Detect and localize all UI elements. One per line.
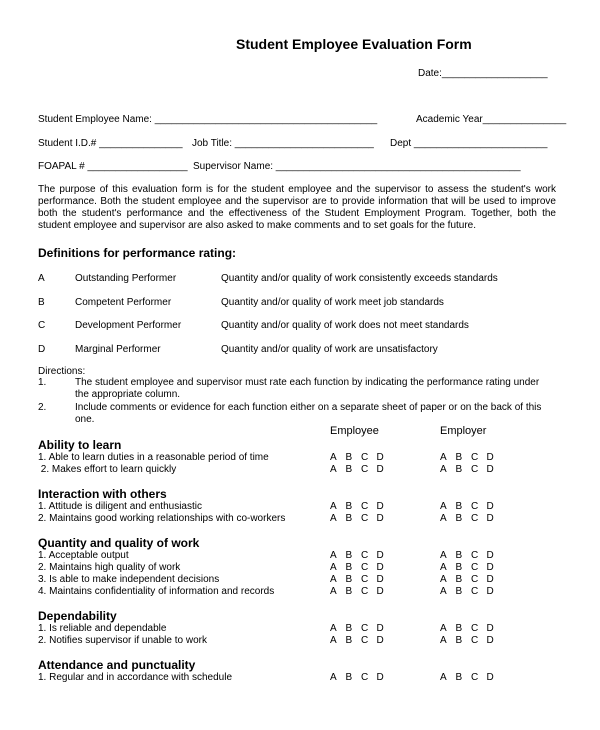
criterion-label: 2. Maintains good working relationships with co-workers [38,513,286,524]
employer-rating-a[interactable]: A [440,635,447,646]
employee-rating-a[interactable]: A [330,672,337,683]
criterion-label: 2. Notifies supervisor if unable to work [38,635,207,646]
employer-rating-b[interactable]: B [455,586,463,597]
employee-rating-c[interactable]: C [361,623,369,634]
employee-rating-d[interactable]: D [376,586,384,597]
employer-rating-a[interactable]: A [440,623,447,634]
employee-rating-d[interactable]: D [376,452,384,463]
section-heading: Attendance and punctuality [38,658,196,672]
employer-rating-d[interactable]: D [486,513,494,524]
section-heading: Dependability [38,609,117,623]
section-heading: Interaction with others [38,487,167,501]
criterion-label: 3. Is able to make independent decisions [38,574,220,585]
student-id-field: Student I.D.# _______________ [38,138,183,149]
employee-rating-c[interactable]: C [361,513,369,524]
employer-rating-a[interactable]: A [440,672,447,683]
employer-rating-a[interactable]: A [440,464,447,475]
employee-rating-d[interactable]: D [376,623,384,634]
employer-rating-c[interactable]: C [471,635,479,646]
employer-rating-b[interactable]: B [455,623,463,634]
employee-rating-options [330,513,392,524]
employer-rating-b[interactable]: B [455,550,463,561]
employee-rating-a[interactable]: A [330,464,337,475]
rating-term: Marginal Performer [75,343,161,355]
direction-text: The student employee and supervisor must rate each function by indicating the performance rating under [75,377,540,388]
form-title: Student Employee Evaluation Form [236,36,472,52]
employee-rating-a[interactable]: A [330,550,337,561]
employee-rating-c[interactable]: C [361,672,369,683]
employee-rating-options [330,550,392,561]
employee-rating-options [330,562,392,573]
employer-rating-d[interactable]: D [486,501,494,512]
employee-rating-a[interactable]: A [330,574,337,585]
criterion-label: 1. Is reliable and dependable [38,623,167,634]
criterion-label: 1. Attitude is diligent and enthusiastic [38,501,202,512]
employee-rating-a[interactable]: A [330,513,337,524]
employer-rating-d[interactable]: D [486,672,494,683]
employer-rating-b[interactable]: B [455,574,463,585]
employee-rating-c[interactable]: C [361,635,369,646]
employee-rating-c[interactable]: C [361,501,369,512]
employer-rating-b[interactable]: B [455,464,463,475]
rating-letter: B [38,296,45,308]
rating-letter: D [38,343,46,355]
employer-rating-a[interactable]: A [440,574,447,585]
direction-text: Include comments or evidence for each function either on a separate sheet of paper or on the back of this [75,401,542,413]
rating-description: Quantity and/or quality of work consistently exceeds standards [221,273,498,284]
employee-rating-a[interactable]: A [330,501,337,512]
rating-term: Outstanding Performer [75,273,177,284]
employer-rating-c[interactable]: C [471,464,479,475]
employee-rating-c[interactable]: C [361,562,369,573]
employer-rating-b[interactable]: B [455,672,463,683]
employee-rating-d[interactable]: D [376,672,384,683]
employer-rating-c[interactable]: C [471,672,479,683]
rating-term: Development Performer [75,320,182,331]
criterion-label: 2. Maintains high quality of work [38,562,181,573]
employer-rating-d[interactable]: D [486,623,494,634]
foapal-field: FOAPAL # __________________ [38,161,188,172]
employee-rating-a[interactable]: A [330,562,337,573]
employer-rating-options [440,672,502,683]
employer-rating-c[interactable]: C [471,586,479,597]
employee-rating-options [330,501,392,512]
employer-rating-a[interactable]: A [440,513,447,524]
direction-text: the appropriate column. [75,389,181,400]
employee-rating-c[interactable]: C [361,550,369,561]
employee-rating-b[interactable]: B [345,452,353,463]
employer-rating-c[interactable]: C [471,513,479,524]
employee-rating-b[interactable]: B [345,574,353,585]
employer-rating-a[interactable]: A [440,562,447,573]
employer-rating-c[interactable]: C [471,452,479,463]
employer-rating-a[interactable]: A [440,586,447,597]
rating-letter: A [38,273,45,284]
supervisor-field: Supervisor Name: ____________________________________________ [193,161,521,172]
employer-rating-d[interactable]: D [486,586,494,597]
employee-rating-b[interactable]: B [345,586,353,597]
employee-rating-options [330,464,392,475]
employer-rating-d[interactable]: D [486,452,494,463]
employer-rating-options [440,513,502,524]
employer-rating-c[interactable]: C [471,623,479,634]
employer-rating-d[interactable]: D [486,635,494,646]
employer-rating-a[interactable]: A [440,550,447,561]
date-field: Date:___________________ [418,68,548,79]
employer-rating-d[interactable]: D [486,574,494,585]
employer-column-header: Employer [440,425,487,437]
employee-rating-options [330,623,392,634]
employee-rating-d[interactable]: D [376,501,384,512]
employee-rating-b[interactable]: B [345,635,353,646]
employer-rating-options [440,574,502,585]
rating-term: Competent Performer [75,296,172,308]
purpose-paragraph: The purpose of this evaluation form is for the student employee and the supervisor to assess the student's work performance. Both the student employee and the supervisor are to provide information that will be used to improve both the student's performance and the effectiveness of the Student Employment Program. Together, both the student employee and supervisor are also asked to make comments and to set goals for the future. [38,184,556,231]
employee-rating-a[interactable]: A [330,586,337,597]
employer-rating-b[interactable]: B [455,635,463,646]
employee-rating-options [330,452,392,463]
job-title-field: Job Title: _________________________ [192,138,374,149]
employee-rating-a[interactable]: A [330,623,337,634]
rating-description: Quantity and/or quality of work meet job standards [221,296,444,308]
definitions-heading: Definitions for performance rating: [38,246,237,260]
employer-rating-d[interactable]: D [486,550,494,561]
criterion-label: 4. Maintains confidentiality of information and records [38,586,275,597]
employer-rating-options [440,562,502,573]
employer-rating-c[interactable]: C [471,550,479,561]
employee-rating-c[interactable]: C [361,452,369,463]
employee-rating-b[interactable]: B [345,513,353,524]
rating-letter: C [38,320,46,331]
employee-rating-b[interactable]: B [345,464,353,475]
rating-description: Quantity and/or quality of work are unsatisfactory [221,343,438,355]
direction-number: 1. [38,377,47,388]
employee-rating-b[interactable]: B [345,501,353,512]
employer-rating-c[interactable]: C [471,574,479,585]
employee-rating-d[interactable]: D [376,635,384,646]
employer-rating-c[interactable]: C [471,562,479,573]
employee-rating-options [330,672,392,683]
employee-rating-b[interactable]: B [345,623,353,634]
criterion-label: 1. Regular and in accordance with schedule [38,672,233,683]
criterion-label: 1. Acceptable output [38,550,129,561]
employer-rating-d[interactable]: D [486,562,494,573]
employee-rating-c[interactable]: C [361,574,369,585]
employee-rating-options [330,635,392,646]
employee-rating-d[interactable]: D [376,574,384,585]
employee-rating-b[interactable]: B [345,550,353,561]
employee-rating-d[interactable]: D [376,464,384,475]
employee-rating-options [330,574,392,585]
employer-rating-options [440,550,502,561]
section-heading: Ability to learn [38,438,122,452]
employer-rating-a[interactable]: A [440,452,447,463]
employer-rating-a[interactable]: A [440,501,447,512]
employer-rating-b[interactable]: B [455,501,463,512]
criterion-label: 1. Able to learn duties in a reasonable period of time [38,452,269,463]
employee-rating-d[interactable]: D [376,562,384,573]
section-heading: Quantity and quality of work [38,536,200,550]
rating-description: Quantity and/or quality of work does not meet standards [221,320,469,331]
employer-rating-options [440,464,502,475]
direction-number: 2. [38,401,47,413]
employee-column-header: Employee [330,425,379,437]
employer-rating-options [440,501,502,512]
dept-field: Dept ________________________ [390,138,548,149]
employee-rating-b[interactable]: B [345,672,353,683]
direction-text: one. [75,413,95,425]
employer-rating-b[interactable]: B [455,513,463,524]
employer-rating-c[interactable]: C [471,501,479,512]
employee-rating-c[interactable]: C [361,586,369,597]
employer-rating-options [440,623,502,634]
criterion-label: 2. Makes effort to learn quickly [38,464,177,475]
employer-rating-b[interactable]: B [455,452,463,463]
employer-rating-b[interactable]: B [455,562,463,573]
employer-rating-options [440,586,502,597]
employee-rating-a[interactable]: A [330,635,337,646]
student-name-field: Student Employee Name: ________________________________________ [38,114,378,125]
employer-rating-d[interactable]: D [486,464,494,475]
employee-rating-a[interactable]: A [330,452,337,463]
academic-year-field: Academic Year_______________ [416,114,567,125]
employee-rating-d[interactable]: D [376,550,384,561]
employer-rating-options [440,452,502,463]
employee-rating-d[interactable]: D [376,513,384,524]
directions-heading: Directions: [38,366,86,377]
employee-rating-options [330,586,392,597]
employer-rating-options [440,635,502,646]
employee-rating-b[interactable]: B [345,562,353,573]
employee-rating-c[interactable]: C [361,464,369,475]
